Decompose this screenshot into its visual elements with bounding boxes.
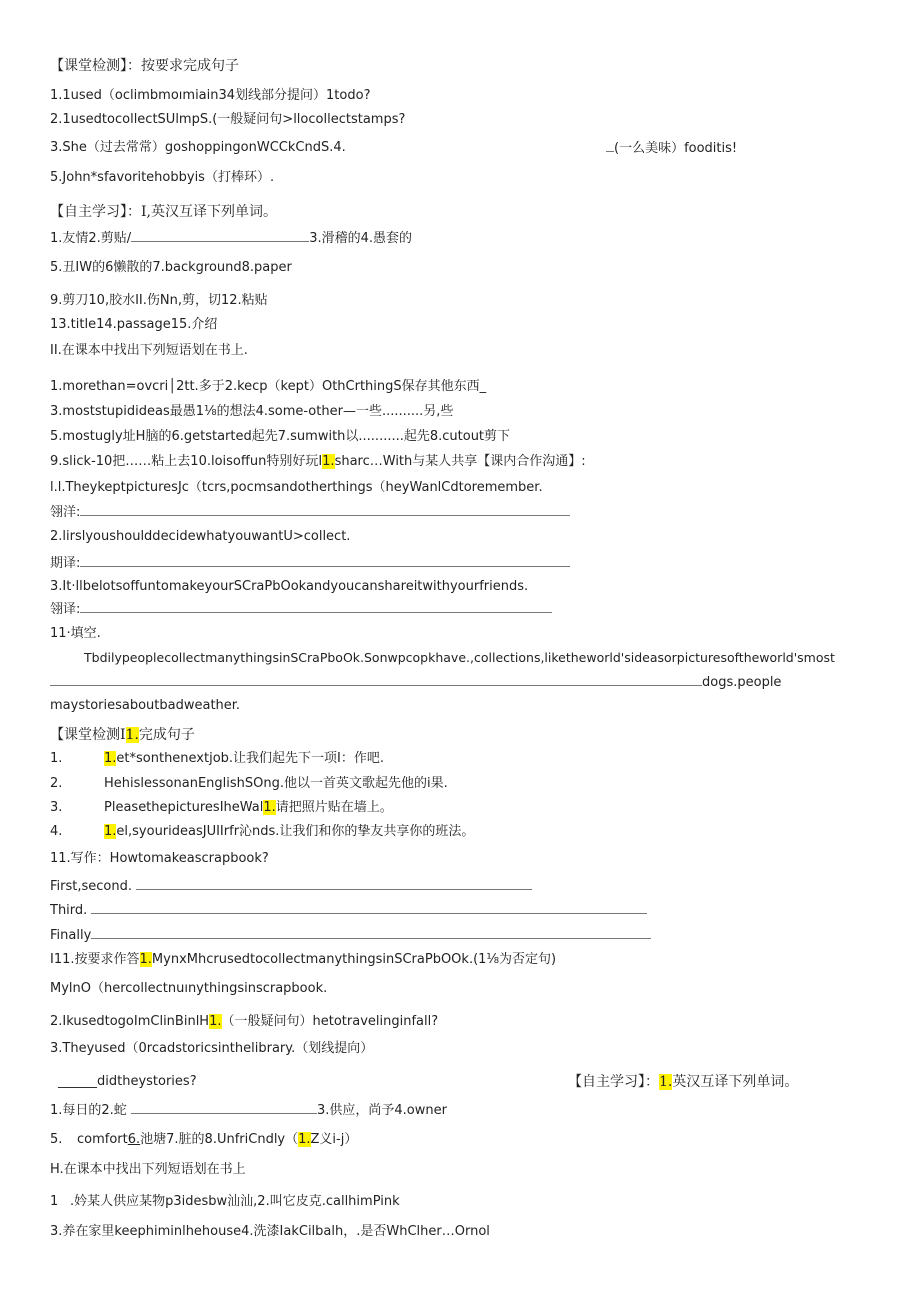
answer-blank — [606, 139, 614, 152]
phrase-line: 3.养在家里keephiminlhehouse4.洗漆IakCilbalh，.是否WhClher…Ornol — [50, 1224, 490, 1239]
phrase-line: 9.slick-10把……粘上去10.loisoffun特别好玩I1.sharc…With与某人共享【课内合作沟通】: — [50, 454, 586, 469]
vocab-line: 5. comfort6.池塘7.脏的8.UnfriCndly（1.Z义i-j） — [50, 1132, 358, 1147]
sentence-line: 2.1usedtocollectSUlmpS.(一般疑问句>llocollectstamps? — [50, 112, 406, 127]
vocab-line: 9.剪刀10,胶水II.伤Nn,剪，切12.粘贴 — [50, 293, 268, 308]
vocab-line: 13.title14.passage15.介绍 — [50, 317, 218, 332]
highlight-mark: 1. — [125, 727, 139, 743]
phrase-line: 1 .妗某人供应某物p3idesbw汕汕,2.叫它皮克.callhimPink — [50, 1194, 400, 1209]
exercise-item: 1. 1.et*sonthenextjob.让我们起先下一项I：作吧. — [50, 751, 385, 766]
answer-blank — [80, 554, 570, 567]
exercise-item: 4. 1.el,syourideasJUIIrfr沁nds.让我们和你的挚友共享你的班法。 — [50, 824, 475, 839]
highlight-mark: 1. — [139, 952, 152, 967]
vocab-line: 5.丑IW的6懒散的7.background8.paper — [50, 260, 292, 275]
vocab-line: 1.友情2.剪贴/ 3.滑稽的4.愚套的 — [50, 231, 412, 246]
highlight-mark: 1. — [104, 824, 117, 839]
exercise-item: 2. HehislessonanEnglishSOng.他以一首英文歌起先他的i果. — [50, 776, 448, 791]
section-heading-writing: 11.写作：Howtomakeascrapbook? — [50, 851, 269, 866]
highlight-mark: 1. — [209, 1014, 222, 1029]
highlight-mark: 1. — [659, 1074, 673, 1090]
vocab-line: 1.每日的2.蛇 3.供应，尚予4.owner — [50, 1103, 447, 1118]
section-heading-self-study: 【自主学习】：I,英汉互译下列单词。 — [50, 204, 277, 220]
translation-answer-line: 翎译: — [50, 600, 552, 619]
exercise-item: 2.IkusedtogoImClinBinlH1.（一般疑问句）hetotravelinginfall? — [50, 1014, 439, 1029]
exercise-item: MylnO（hercollectnuınythingsinscrapbook. — [50, 981, 328, 996]
phrase-line: 5.mostugly址H脑的6.getstarted起先7.sumwith以...........起先8.cutout剪下 — [50, 429, 511, 444]
sentence-line: 5.John*sfavoritehobbyis（打棒环）. — [50, 170, 275, 185]
section-heading-class-test: 【课堂检测I1.完成句子 — [50, 727, 195, 743]
answer-blank — [50, 673, 702, 686]
phrase-line: 1.morethan=ovcri│2tt.多于2.kecp（kept）OthCrthingS保存其他东西_ — [50, 379, 487, 394]
answer-blank — [91, 901, 647, 914]
phrase-line: 3.moststupidideas最愚1⅛的想法4.some-other—一些..........另,些 — [50, 404, 454, 419]
translation-answer-line: 翎洋: — [50, 503, 570, 522]
translation-sentence: l.l.TheykeptpicturesJc（tcrs,pocmsandotherthings（heyWanlCdtoremember. — [50, 480, 543, 495]
writing-line: Finally — [50, 926, 651, 945]
answer-blank — [131, 229, 309, 242]
sentence-line: (一么美味）fooditis! — [606, 139, 737, 158]
section-heading-self-study: 【自主学习】：1.英汉互译下列单词。 — [568, 1074, 799, 1090]
section-heading-class-test: 【课堂检测】：按要求完成句子 — [50, 58, 239, 74]
highlight-mark: 1. — [104, 751, 117, 766]
exercise-item: 3.Theyused（0rcadstoricsinthelibrary.（划线提向） — [50, 1041, 374, 1056]
highlight-mark: 1. — [322, 454, 335, 469]
answer-blank — [136, 877, 532, 890]
section-heading: II.在课本中找出下列短语划在书上. — [50, 343, 248, 358]
section-heading-fill-in: 11·填空. — [50, 626, 101, 641]
exercise-item: 3. PleasethepicturesIheWal1.请把照片贴在墙上。 — [50, 800, 393, 815]
exercise-item: ______didtheystories? — [58, 1074, 197, 1089]
passage-line: dogs.people — [50, 673, 781, 692]
writing-line: Third. — [50, 901, 647, 920]
highlight-mark: 1. — [263, 800, 276, 815]
writing-line: First,second. — [50, 877, 532, 896]
highlight-mark: 1. — [298, 1132, 311, 1147]
sentence-line: 1.1used（oclimbmoımiain34划线部分提问）1todo? — [50, 88, 371, 103]
answer-blank — [80, 503, 570, 516]
exercise-item: I11.按要求作答1.MynxMhcrusedtocollectmanythingsinSCraPbOOk.(1⅛为否定句) — [50, 952, 557, 967]
translation-answer-line: 期译: — [50, 554, 570, 573]
sentence-line: 3.She（过去常常）goshoppingonWCCkCndS.4. — [50, 140, 346, 155]
passage-line: TbdilypeoplecollectmanythingsinSCraPboOk.Sonwpcopkhave.,collections,liketheworld'sideasorpicturesoftheworld'smost — [84, 650, 835, 665]
answer-blank — [91, 926, 651, 939]
passage-line: maystoriesaboutbadweather. — [50, 698, 241, 713]
translation-sentence: 3.It·llbelotsoffuntomakeyourSCraPbOokandyoucanshareitwithyourfriends. — [50, 579, 529, 594]
answer-blank — [131, 1101, 317, 1114]
answer-blank — [80, 600, 552, 613]
section-heading: H.在课本中找出下列短语划在书上 — [50, 1162, 246, 1177]
translation-sentence: 2.lirslyoushoulddecidewhatyouwantU>collect. — [50, 529, 351, 544]
